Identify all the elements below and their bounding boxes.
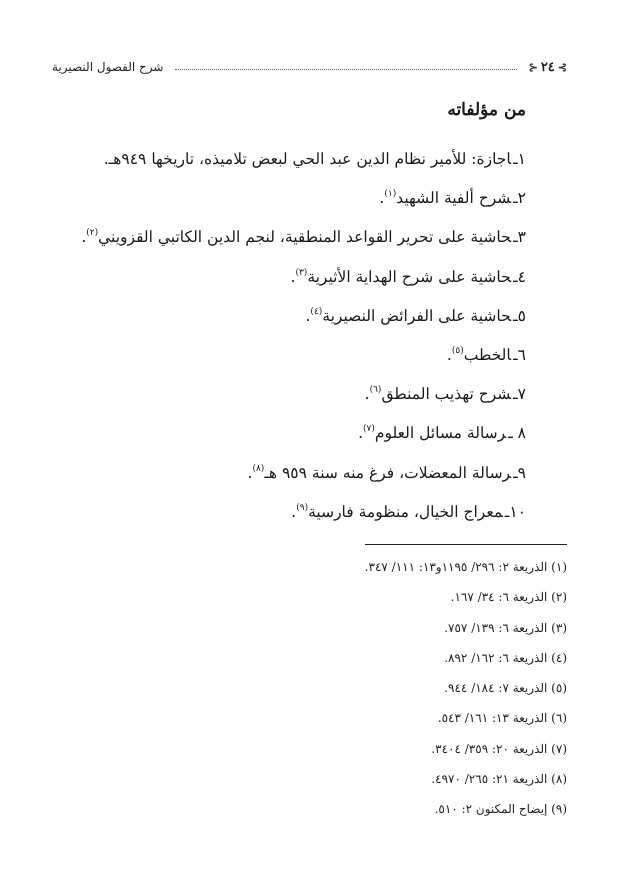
work-text: شرح تهذيب المنطق	[381, 385, 512, 404]
work-text: شرح ألفية الشهيد	[396, 189, 512, 208]
footnotes-list	[60, 552, 567, 825]
footnote-ref: (٥)	[451, 345, 464, 356]
work-text: حاشية على الفرائض النصيرية	[322, 306, 512, 325]
work-number: ٢ـ	[513, 189, 526, 208]
section-title: من مؤلفاته	[447, 100, 526, 120]
work-number: ١٠ـ	[504, 502, 526, 521]
work-number: ٧ـ	[513, 385, 526, 404]
page-number: ٢٤	[540, 59, 555, 75]
ornament-left-icon: ⊰	[528, 60, 538, 74]
work-text: حاشية على تحرير القواعد المنطقية، لنجم الدين الكاتبي القزويني	[98, 228, 512, 247]
work-item: ٦ـالخطب$^{(٥)}$.	[446, 345, 526, 364]
work-item: ٣ـحاشية على تحرير القواعد المنطقية، لنجم الدين الكاتبي القزويني$^{(٢)}$.	[81, 228, 526, 247]
footnote: (٨) الذريعة ٢١: ٢٦٥/ ٤٩٧٠.	[431, 772, 567, 787]
work-number: ٨ ـ	[508, 424, 526, 443]
header-dot-leader	[175, 69, 516, 70]
work-item: ٤ـحاشية على شرح الهداية الأثيرية$^{(٣)}$.	[290, 267, 526, 286]
work-number: ١ـ	[513, 150, 526, 168]
footnote: (٩) إيضاح المكنون ٢: ٥١٠.	[434, 802, 567, 817]
book-title: شرح الفصول النصيرية	[52, 60, 164, 74]
work-item: ٧ـشرح تهذيب المنطق$^{(٦)}$.	[364, 385, 526, 404]
work-text: الخطب	[463, 345, 512, 364]
work-item: ٨ ـرسالة مسائل العلوم$^{(٧)}$.	[358, 424, 526, 443]
footnote-ref: (٩)	[296, 502, 309, 513]
work-text: اجازة: للأمير نظام الدين عبد الحي لبعض تلاميذه، تاريخها ٩٤٩هـ.	[103, 150, 512, 168]
work-text: رسالة مسائل العلوم	[374, 424, 507, 443]
work-text: رسالة المعضلات، فرغ منه سنة ٩٥٩ هـ	[264, 463, 512, 482]
ornament-right-icon: ⊱	[557, 60, 567, 74]
footnote-ref: (١)	[384, 189, 397, 200]
works-list	[60, 140, 526, 532]
footnote-ref: (٤)	[310, 306, 323, 317]
footnote-ref: (٦)	[369, 385, 382, 396]
footnote-ref: (٨)	[252, 463, 265, 474]
work-item: ٥ـحاشية على الفرائض النصيرية$^{(٤)}$.	[305, 306, 526, 325]
running-header	[52, 56, 567, 78]
work-number: ٦ـ	[513, 345, 526, 364]
work-text: معراج الخيال، منظومة فارسية	[308, 502, 503, 521]
footnote: (٣) الذريعة ٦: ١٣٩/ ٧٥٧.	[444, 620, 567, 635]
work-item	[60, 140, 526, 179]
footnote: (٤) الذريعة ٦: ١٦٢/ ٨٩٢.	[444, 650, 567, 665]
work-text: حاشية على شرح الهداية الأثيرية	[307, 267, 512, 286]
work-item: ٢ـشرح ألفية الشهيد$^{(١)}$.	[379, 189, 526, 208]
footnote: (٢) الذريعة ٦: ٣٤/ ١٦٧.	[450, 590, 567, 605]
footnote-ref: (٧)	[363, 424, 375, 435]
work-item: ١٠ـمعراج الخيال، منظومة فارسية$^{(٩)}$.	[291, 502, 526, 521]
work-item: ٩ـرسالة المعضلات، فرغ منه سنة ٩٥٩ هـ$^{(٨)}$.	[247, 463, 526, 482]
footnote: (٧) الذريعة ٢٠: ٣٥٩/ ٣٤٠٤.	[431, 741, 567, 756]
work-number: ٣ـ	[513, 228, 526, 247]
footnote-ref: (٣)	[295, 267, 308, 278]
work-number: ٥ـ	[513, 306, 526, 325]
work-number: ٩ـ	[513, 463, 526, 482]
footnote: (٦) الذريعة ١٣: ١٦١/ ٥٤٣.	[437, 711, 567, 726]
footnote-ref: (٢)	[86, 228, 99, 239]
footnote: (٥) الذريعة ٧: ١٨٤/ ٩٤٤.	[444, 681, 567, 696]
page-number-box	[529, 60, 567, 75]
footnote-divider	[365, 544, 567, 545]
footnote: (١) الذريعة ٢: ٢٩٦/ ١١٩٥و١٣: ١١١/ ٣٤٧.	[364, 560, 567, 574]
work-number: ٤ـ	[513, 267, 526, 286]
